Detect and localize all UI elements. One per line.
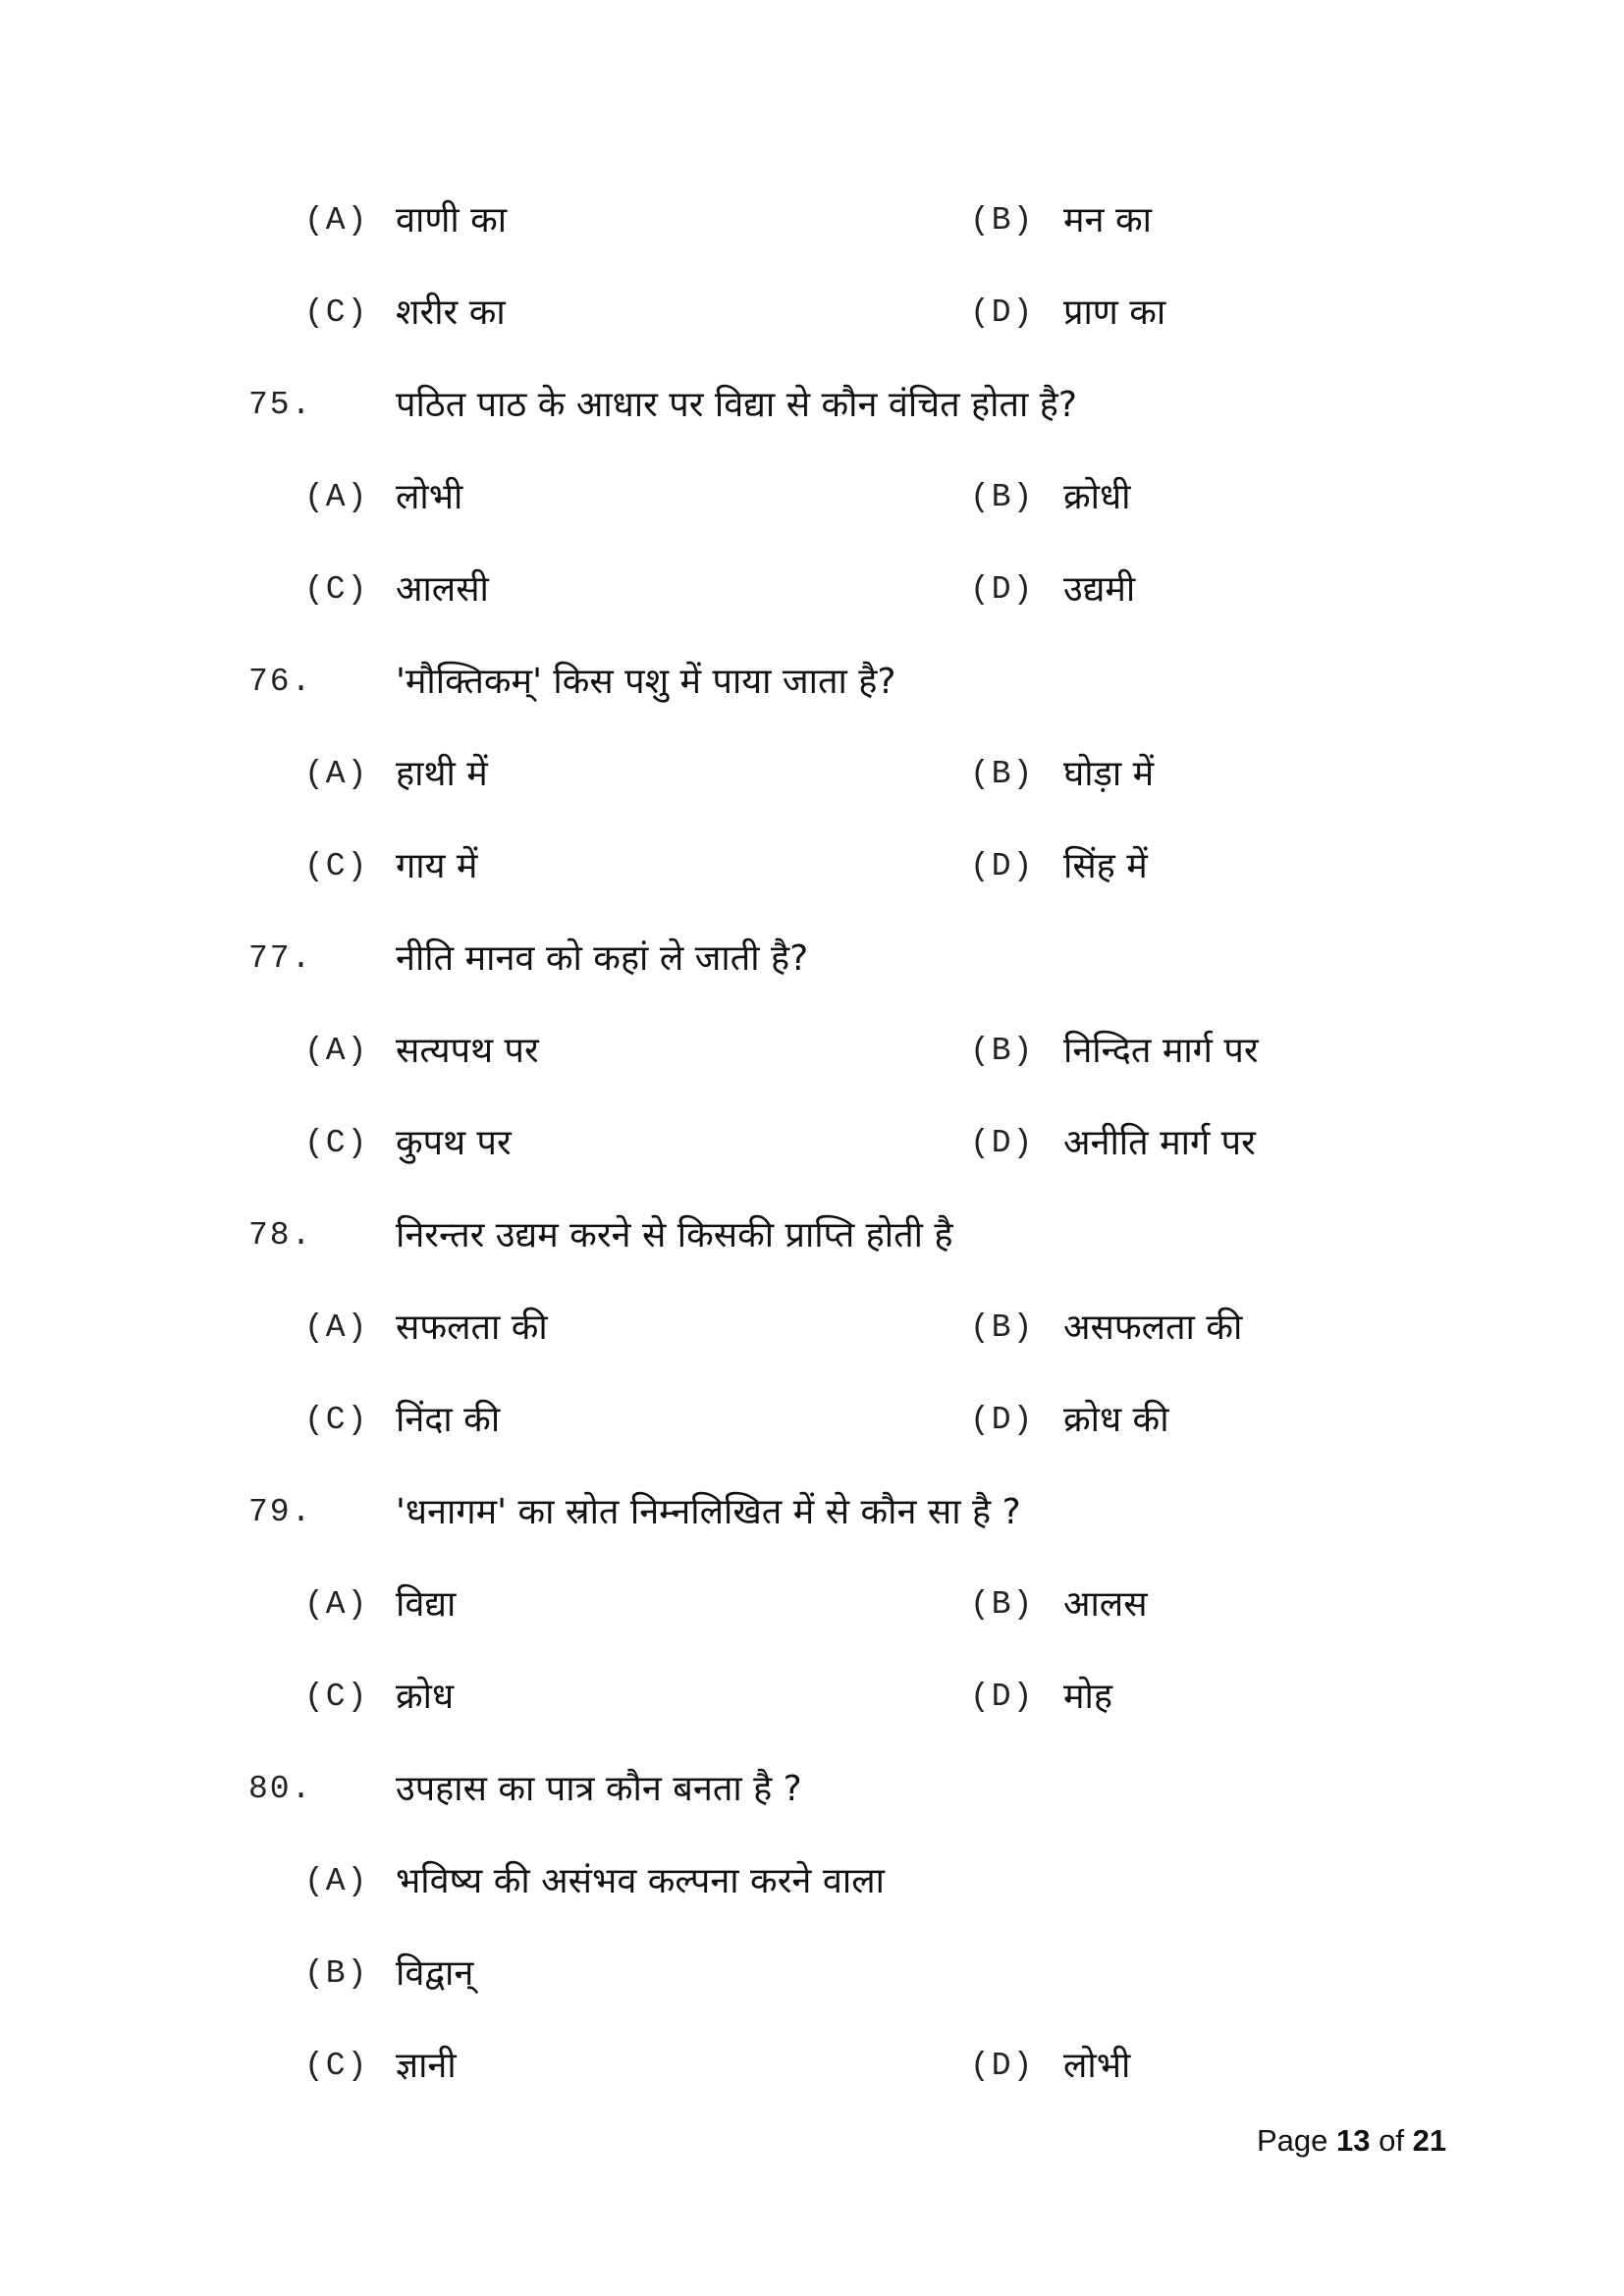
question-number: 79. [248,1494,313,1530]
option-label-c: (C) [304,294,369,331]
option-text-b: आलस [1063,1584,1148,1625]
page-of: of [1379,2123,1404,2158]
question-75-options-cd [0,565,1624,614]
option-text-a: सफलता की [396,1308,548,1348]
question-79-options-cd [0,1673,1624,1722]
question-number: 77. [248,940,313,977]
option-text-d: क्रोध की [1063,1400,1169,1440]
option-text-c: शरीर का [396,293,506,333]
option-label-b: (B) [970,479,1035,515]
option-label-d: (D) [970,571,1035,608]
page-prefix: Page [1257,2123,1328,2158]
option-text-c: आलसी [396,569,489,610]
option-text-a: लोभी [396,477,463,517]
question-78-options-cd [0,1396,1624,1445]
option-text-a: भविष्य की असंभव कल्पना करने वाला [396,1861,885,1901]
question-77 [0,934,1624,984]
option-text-a: वाणी का [396,200,508,240]
option-text-b: क्रोधी [1063,477,1131,517]
option-label-b: (B) [304,1955,369,1992]
option-text-d: लोभी [1063,2046,1131,2086]
option-text-a: सत्यपथ पर [396,1031,539,1071]
option-label-c: (C) [304,1125,369,1161]
option-text-a: विद्या [396,1584,457,1625]
page-current: 13 [1336,2123,1371,2158]
question-text: उपहास का पात्र कौन बनता है ? [396,1769,802,1809]
option-label-d: (D) [970,848,1035,884]
option-text-d: सिंह में [1063,846,1148,886]
option-label-c: (C) [304,1402,369,1438]
option-label-b: (B) [970,756,1035,792]
question-number: 76. [248,664,313,700]
option-text-c: निंदा की [396,1400,501,1440]
question-80-options-cd [0,2042,1624,2091]
question-77-options-cd [0,1119,1624,1168]
question-75 [0,381,1624,430]
option-label-c: (C) [304,848,369,884]
question-80 [0,1765,1624,1814]
option-text-d: मोह [1063,1677,1112,1717]
option-text-c: गाय में [396,846,478,886]
option-text-a: हाथी में [396,754,488,794]
option-label-b: (B) [970,1586,1035,1623]
option-label-a: (A) [304,479,369,515]
option-label-a: (A) [304,1309,369,1346]
option-text-b: विद्वान् [396,1953,474,1994]
question-79-options-ab [0,1580,1624,1629]
option-label-d: (D) [970,2048,1035,2084]
carryover-option-row-ab [0,196,1624,245]
question-text: नीति मानव को कहां ले जाती है? [396,938,809,979]
question-number: 80. [248,1771,313,1807]
question-number: 78. [248,1217,313,1254]
option-text-c: ज्ञानी [396,2046,457,2086]
question-76-options-ab [0,750,1624,799]
question-80-option-b [0,1949,1624,1999]
option-text-d: उद्यमी [1063,569,1136,610]
option-text-d: अनीति मार्ग पर [1063,1123,1256,1163]
option-text-b: मन का [1063,200,1152,240]
option-label-a: (A) [304,1033,369,1069]
option-text-c: क्रोध [396,1677,455,1717]
option-text-d: प्राण का [1063,293,1166,333]
question-76 [0,658,1624,707]
option-label-d: (D) [970,1125,1035,1161]
option-label-b: (B) [970,1033,1035,1069]
option-label-d: (D) [970,294,1035,331]
carryover-option-row-cd [0,289,1624,338]
option-label-a: (A) [304,1586,369,1623]
option-label-c: (C) [304,1679,369,1715]
option-label-b: (B) [970,202,1035,239]
question-text: निरन्तर उद्यम करने से किसकी प्राप्ति होती है [396,1215,953,1255]
question-78 [0,1211,1624,1260]
question-80-option-a [0,1857,1624,1906]
question-76-options-cd [0,842,1624,891]
page-total: 21 [1412,2123,1447,2158]
question-79 [0,1488,1624,1537]
question-number: 75. [248,387,313,423]
question-75-options-ab [0,473,1624,522]
option-label-a: (A) [304,202,369,239]
option-text-b: असफलता की [1063,1308,1243,1348]
question-77-options-ab [0,1027,1624,1076]
question-text: 'मौक्तिकम्' किस पशु में पाया जाता है? [396,662,896,702]
option-label-a: (A) [304,1863,369,1899]
option-text-b: निन्दित मार्ग पर [1063,1031,1259,1071]
option-label-c: (C) [304,571,369,608]
page-footer [1257,2123,1446,2159]
question-text: पठित पाठ के आधार पर विद्या से कौन वंचित होता है? [396,385,1077,425]
question-text: 'धनागम' का स्रोत निम्नलिखित में से कौन सा है ? [396,1492,1021,1532]
question-78-options-ab [0,1304,1624,1353]
option-label-d: (D) [970,1679,1035,1715]
option-label-a: (A) [304,756,369,792]
option-text-b: घोड़ा में [1063,754,1155,794]
option-text-c: कुपथ पर [396,1123,512,1163]
option-label-c: (C) [304,2048,369,2084]
option-label-d: (D) [970,1402,1035,1438]
option-label-b: (B) [970,1309,1035,1346]
